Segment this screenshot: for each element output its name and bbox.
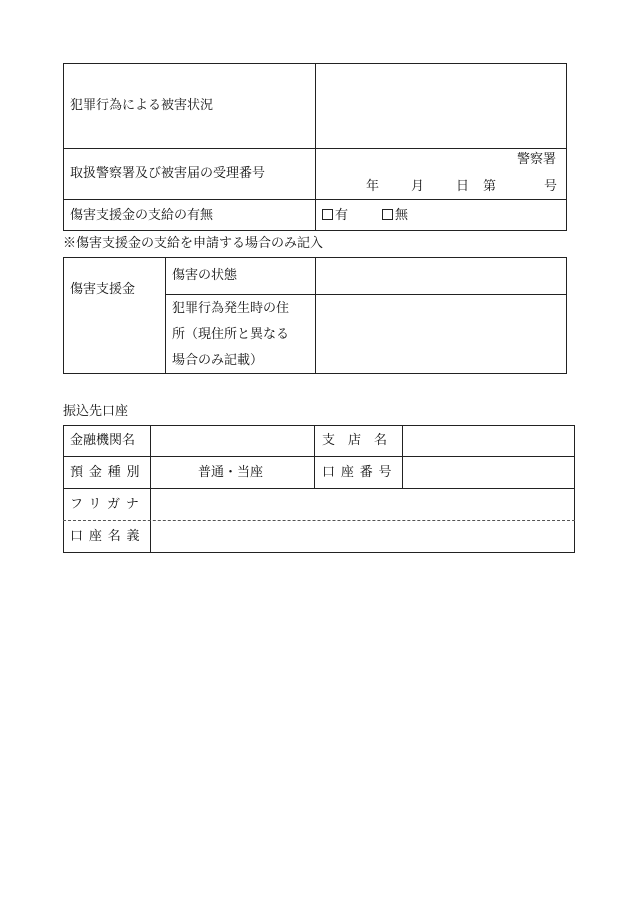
date-month-label: 月 [411,179,425,194]
option-yes-label: 有 [335,208,349,223]
injury-support-title: 傷害支援金 [70,282,136,297]
injury-state-label: 傷害の状態 [172,268,238,283]
checkbox-no[interactable] [382,209,393,220]
account-number-label: 口座番号 [322,465,398,480]
option-no-label: 無 [395,208,409,223]
account-number-field[interactable] [403,457,574,488]
damage-status-field[interactable] [316,64,566,148]
account-holder-label: 口座名義 [70,529,146,544]
account-holder-field[interactable] [151,521,574,552]
furigana-label: フリガナ [70,497,145,512]
number-prefix-label: 第 [483,179,497,194]
branch-field[interactable] [403,426,574,456]
institution-label: 金融機関名 [70,433,136,448]
deposit-type-options[interactable]: 普通・当座 [198,465,264,480]
police-station-suffix: 警察署 [517,152,557,167]
address-field[interactable] [316,295,566,373]
application-note: ※傷害支援金の支給を申請する場合のみ記入 [63,236,324,251]
address-label-line2: 所（現住所と異なる [172,327,290,342]
injury-support-payment-label: 傷害支援金の支給の有無 [70,208,214,223]
police-station-label: 取扱警察署及び被害届の受理番号 [70,166,266,181]
deposit-type-label: 預金種別 [70,465,146,480]
address-label-line1: 犯罪行為発生時の住 [172,301,290,316]
damage-status-label: 犯罪行為による被害状況 [70,98,214,113]
institution-field[interactable] [151,426,314,456]
injury-table-col-divider-1 [165,257,166,374]
branch-label: 支 店 名 [322,433,388,448]
address-label-line3: 場合のみ記載） [172,353,264,368]
option-no[interactable] [382,209,408,222]
option-yes[interactable] [322,209,348,222]
date-year-label: 年 [366,179,380,194]
date-day-label: 日 [456,179,470,194]
injury-state-field[interactable] [316,258,566,294]
number-suffix-label: 号 [544,179,558,194]
bank-section-heading: 振込先口座 [63,404,129,419]
checkbox-yes[interactable] [322,209,333,220]
crime-table-row-divider-2 [63,199,567,200]
furigana-field[interactable] [151,489,574,520]
